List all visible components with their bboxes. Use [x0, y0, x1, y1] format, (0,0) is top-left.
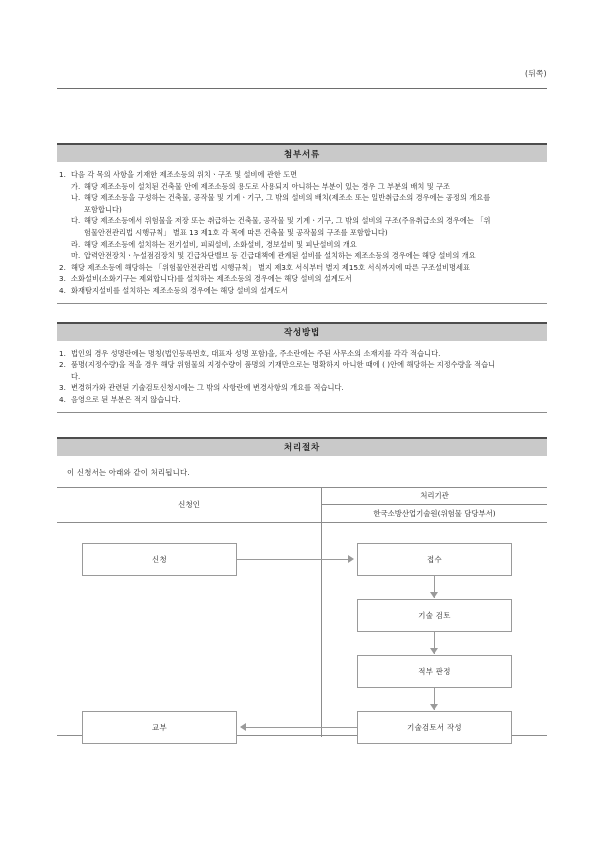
list-text: 품명(지정수량)을 적을 경우 해당 위험물의 지정수량이 품명의 기재만으로는 명확하지 아니한 때에 ( )안에 해당하는 지정수량을 적습니 [71, 360, 496, 370]
list-item [57, 348, 547, 360]
connector-report-to-issue [246, 727, 357, 728]
list-text: 소화설비(소화기구는 제외합니다)를 설치하는 제조소등의 경우에는 해당 설비의 설계도서 [71, 274, 352, 284]
list-marker: 3. [59, 274, 66, 284]
arrow-suitability-to-report-icon [430, 704, 438, 710]
connector-apply-to-receive [237, 559, 348, 560]
list-marker: 가. [71, 181, 81, 191]
list-text: 해당 제조소등을 구성하는 건축물, 공작물 및 기계ㆍ기구, 그 밖의 설비의 배치(제조소 또는 일반취급소의 경우에는 공정의 개요를 [84, 193, 491, 203]
list-item [57, 394, 547, 406]
flow-node-apply: 신청 [82, 543, 237, 576]
list-text: 다. [71, 371, 81, 381]
flow-node-issue: 교부 [82, 711, 237, 744]
list-item-continuation [57, 371, 547, 383]
attachments-list [57, 162, 547, 304]
procedure-flow-body [57, 522, 547, 736]
section-title-instructions: 작성방법 [283, 328, 321, 339]
list-item-continuation [57, 204, 547, 216]
list-text: 해당 제조소등에서 위험물을 저장 또는 취급하는 건축물, 공작물 및 기계ㆍ기구, 그 밖의 설비의 구조(주유취급소의 경우에는 「위 [84, 216, 491, 226]
list-item [57, 262, 547, 274]
list-text: 압력안전장치ㆍ누설점검장치 및 긴급차단밸브 등 긴급대책에 관계된 설비를 설치하는 제조소등의 경우에는 해당 설비의 개요 [84, 251, 476, 261]
column-header-agency-detail: 한국소방산업기술원(위험물 담당부서) [373, 508, 496, 518]
procedure-flow-table [57, 487, 547, 736]
column-header-applicant: 신청인 [177, 500, 200, 509]
list-text: 해당 제조소등에 설치하는 전기설비, 피뢰설비, 소화설비, 경보설비 및 피난설비의 개요 [84, 239, 357, 249]
list-marker: 2. [59, 360, 66, 370]
list-text: 화재탐지설비를 설치하는 제조소등의 경우에는 해당 설비의 설계도서 [71, 285, 288, 295]
section-header-procedure [57, 437, 547, 456]
column-header-agency-group [321, 488, 547, 522]
list-item [57, 250, 547, 262]
list-item [57, 239, 547, 251]
list-text: 포함합니다) [84, 204, 122, 214]
list-marker: 1. [59, 348, 66, 358]
list-item [57, 382, 547, 394]
list-item [57, 192, 547, 204]
list-item [57, 273, 547, 285]
list-marker: 1. [59, 170, 66, 179]
section-header-instructions [57, 322, 547, 341]
list-marker: 4. [59, 285, 66, 295]
list-text: 해당 제조소등에 해당하는 「위험물안전관리법 시행규칙」 별지 제3호 서식부터 별지 제15호 서식까지에 따른 구조설비명세표 [71, 262, 471, 272]
list-marker: 2. [59, 262, 66, 272]
instructions-list [57, 341, 547, 413]
procedure-intro-text: 이 신청서는 아래와 같이 처리됩니다. [67, 467, 190, 477]
arrow-review-to-suitability-icon [430, 648, 438, 654]
list-marker: 4. [59, 394, 66, 404]
list-item [57, 285, 547, 297]
procedure-table-header [57, 487, 547, 522]
arrow-receive-to-review-icon [430, 592, 438, 598]
arrow-report-to-issue-icon [240, 723, 246, 731]
flow-node-technical-review: 기술 검토 [357, 599, 512, 632]
list-marker: 마. [71, 251, 81, 261]
list-marker: 다. [71, 216, 81, 226]
column-divider [321, 523, 322, 737]
list-text: 험물안전관리법 시행규칙」 별표 13 제1호 각 목에 따른 건축물 및 공작물의 구조를 포함합니다) [84, 227, 388, 237]
list-item [57, 169, 547, 181]
list-text: 변경허가와 관련된 기술검토신청시에는 그 밖의 사항란에 변경사항의 개요를 적습니다. [71, 383, 344, 393]
page-side-marker: (뒤쪽) [525, 69, 547, 78]
list-text: 다음 각 목의 사항을 기재한 제조소등의 위치ㆍ구조 및 설비에 관한 도면 [71, 170, 298, 179]
list-marker: 라. [71, 239, 81, 249]
flow-node-receive: 접수 [357, 543, 512, 576]
top-divider-rule [57, 88, 547, 89]
list-item-continuation [57, 227, 547, 239]
list-item [57, 215, 547, 227]
section-title-attachments: 첨부서류 [283, 149, 321, 160]
section-title-procedure: 처리절차 [283, 443, 321, 453]
section-header-attachments [57, 143, 547, 162]
document-content [57, 143, 547, 736]
list-marker: 3. [59, 383, 66, 393]
flow-node-suitability: 적부 판정 [357, 655, 512, 688]
arrow-apply-to-receive-icon [348, 555, 354, 563]
column-header-agency: 처리기관 [322, 488, 547, 505]
flow-node-report: 기술검토서 작성 [357, 711, 512, 744]
list-marker: 나. [71, 193, 81, 203]
list-text: 해당 제조소등이 설치된 건축물 안에 제조소등의 용도로 사용되지 아니하는 부분이 있는 경우 그 부분의 배치 및 구조 [84, 181, 451, 191]
list-item [57, 359, 547, 371]
list-text: 법인의 경우 성명란에는 명칭(법인등록번호, 대표자 성명 포함)을, 주소란에는 주된 사무소의 소재지를 각각 적습니다. [71, 348, 441, 358]
list-item [57, 181, 547, 193]
list-text: 음영으로 된 부분은 적지 않습니다. [71, 394, 181, 404]
